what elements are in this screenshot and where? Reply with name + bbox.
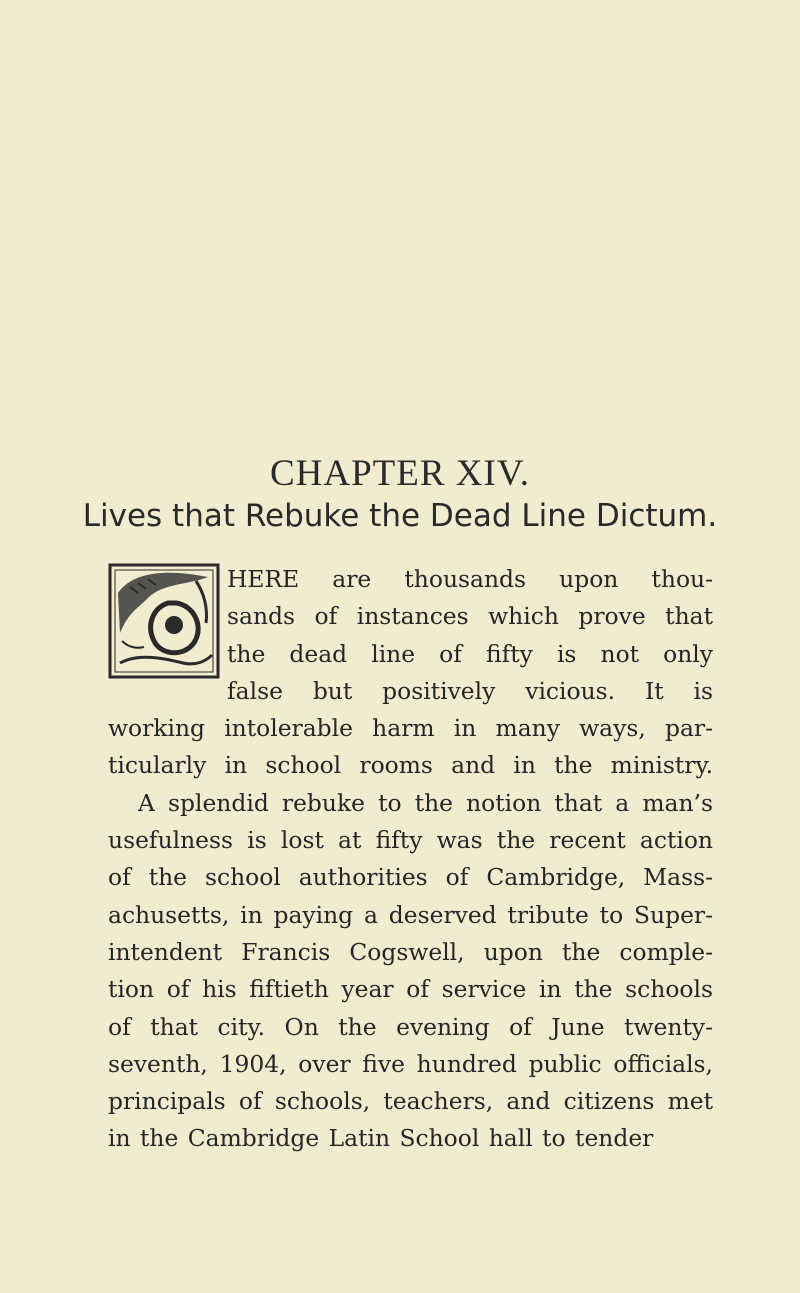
body-line: usefulness is lost at fifty was the recent action [108, 826, 713, 855]
body-line: false but positively vicious. It is [227, 676, 713, 705]
body-line: HERE are thousands upon thou- [227, 565, 713, 593]
body-line: tion of his fiftieth year of service in the schools [108, 975, 713, 1004]
body-line: ticularly in school rooms and in the ministry. [108, 751, 713, 780]
chapter-title: Lives that Rebuke the Dead Line Dictum. [82, 498, 718, 534]
body-line: seventh, 1904, over five hundred public officials, [108, 1049, 713, 1078]
body-line: principals of schools, teachers, and citizens met [108, 1087, 713, 1116]
body-line: working intolerable harm in many ways, par- [108, 714, 713, 743]
body-line: the dead line of fifty is not only [227, 639, 713, 668]
body-line: of that city. On the evening of June twenty- [108, 1012, 713, 1041]
body-line: in the Cambridge Latin School hall to tender [108, 1124, 654, 1153]
body-line: A splendid rebuke to the notion that a man’s [138, 788, 713, 817]
chapter-heading: CHAPTER XIV. [269, 453, 531, 494]
body-line: achusetts, in paying a deserved tribute to Super- [108, 900, 713, 929]
body-paragraph [108, 561, 713, 1158]
body-line: sands of instances which prove that [227, 602, 713, 631]
body-line: of the school authorities of Cambridge, Mass- [108, 863, 713, 892]
body-line: intendent Francis Cogswell, upon the comple- [108, 937, 713, 966]
